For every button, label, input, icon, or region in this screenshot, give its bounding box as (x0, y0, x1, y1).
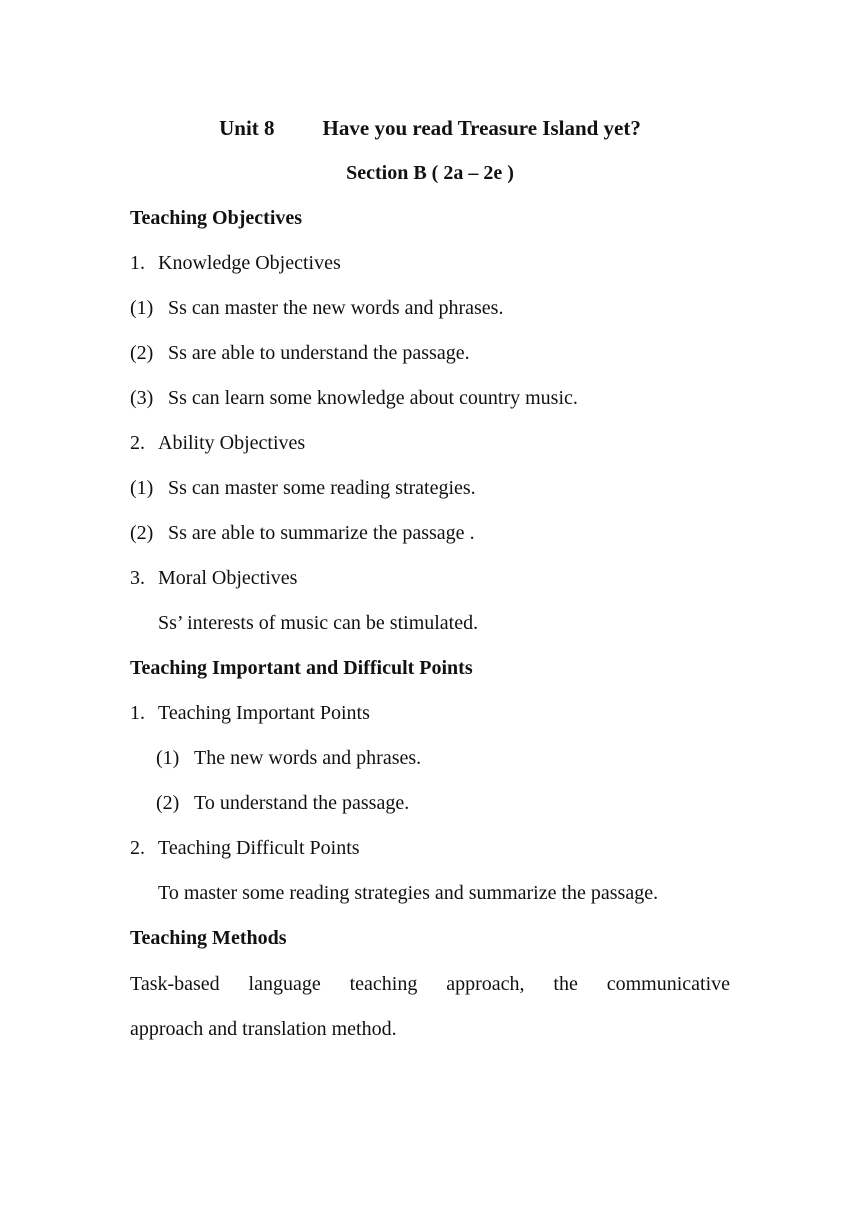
list-item: (3) Ss can learn some knowledge about country music. (130, 387, 578, 409)
moral-objectives-label: 3. Moral Objectives (130, 567, 298, 589)
methods-text-line-1: Task-based language teaching approach, the communicative (130, 973, 730, 995)
section-subtitle: Section B ( 2a – 2e ) (346, 162, 514, 184)
difficult-points-label: 2. Teaching Difficult Points (130, 837, 360, 859)
moral-objectives-text: Ss’ interests of music can be stimulated. (158, 612, 479, 634)
list-item: (2) Ss are able to summarize the passage . (130, 522, 475, 544)
list-item: (2) To understand the passage. (156, 792, 410, 814)
ability-objectives-label: 2. Ability Objectives (130, 432, 306, 454)
methods-text-line-2: approach and translation method. (130, 1018, 397, 1040)
heading-important-difficult-points: Teaching Important and Difficult Points (130, 657, 473, 679)
lesson-title: Have you read Treasure Island yet? (322, 116, 641, 140)
heading-teaching-objectives: Teaching Objectives (130, 207, 303, 229)
important-points-label: 1. Teaching Important Points (130, 702, 370, 724)
unit-number: Unit 8 (219, 116, 275, 140)
list-item: (1) Ss can master the new words and phrases. (130, 297, 504, 319)
list-item: (1) The new words and phrases. (156, 747, 422, 769)
list-item: (1) Ss can master some reading strategies. (130, 477, 476, 499)
heading-teaching-methods: Teaching Methods (130, 927, 287, 949)
unit-title (0, 115, 860, 141)
difficult-points-text: To master some reading strategies and summarize the passage. (158, 882, 659, 904)
list-item: (2) Ss are able to understand the passage. (130, 342, 470, 364)
knowledge-objectives-label: 1. Knowledge Objectives (130, 252, 341, 274)
